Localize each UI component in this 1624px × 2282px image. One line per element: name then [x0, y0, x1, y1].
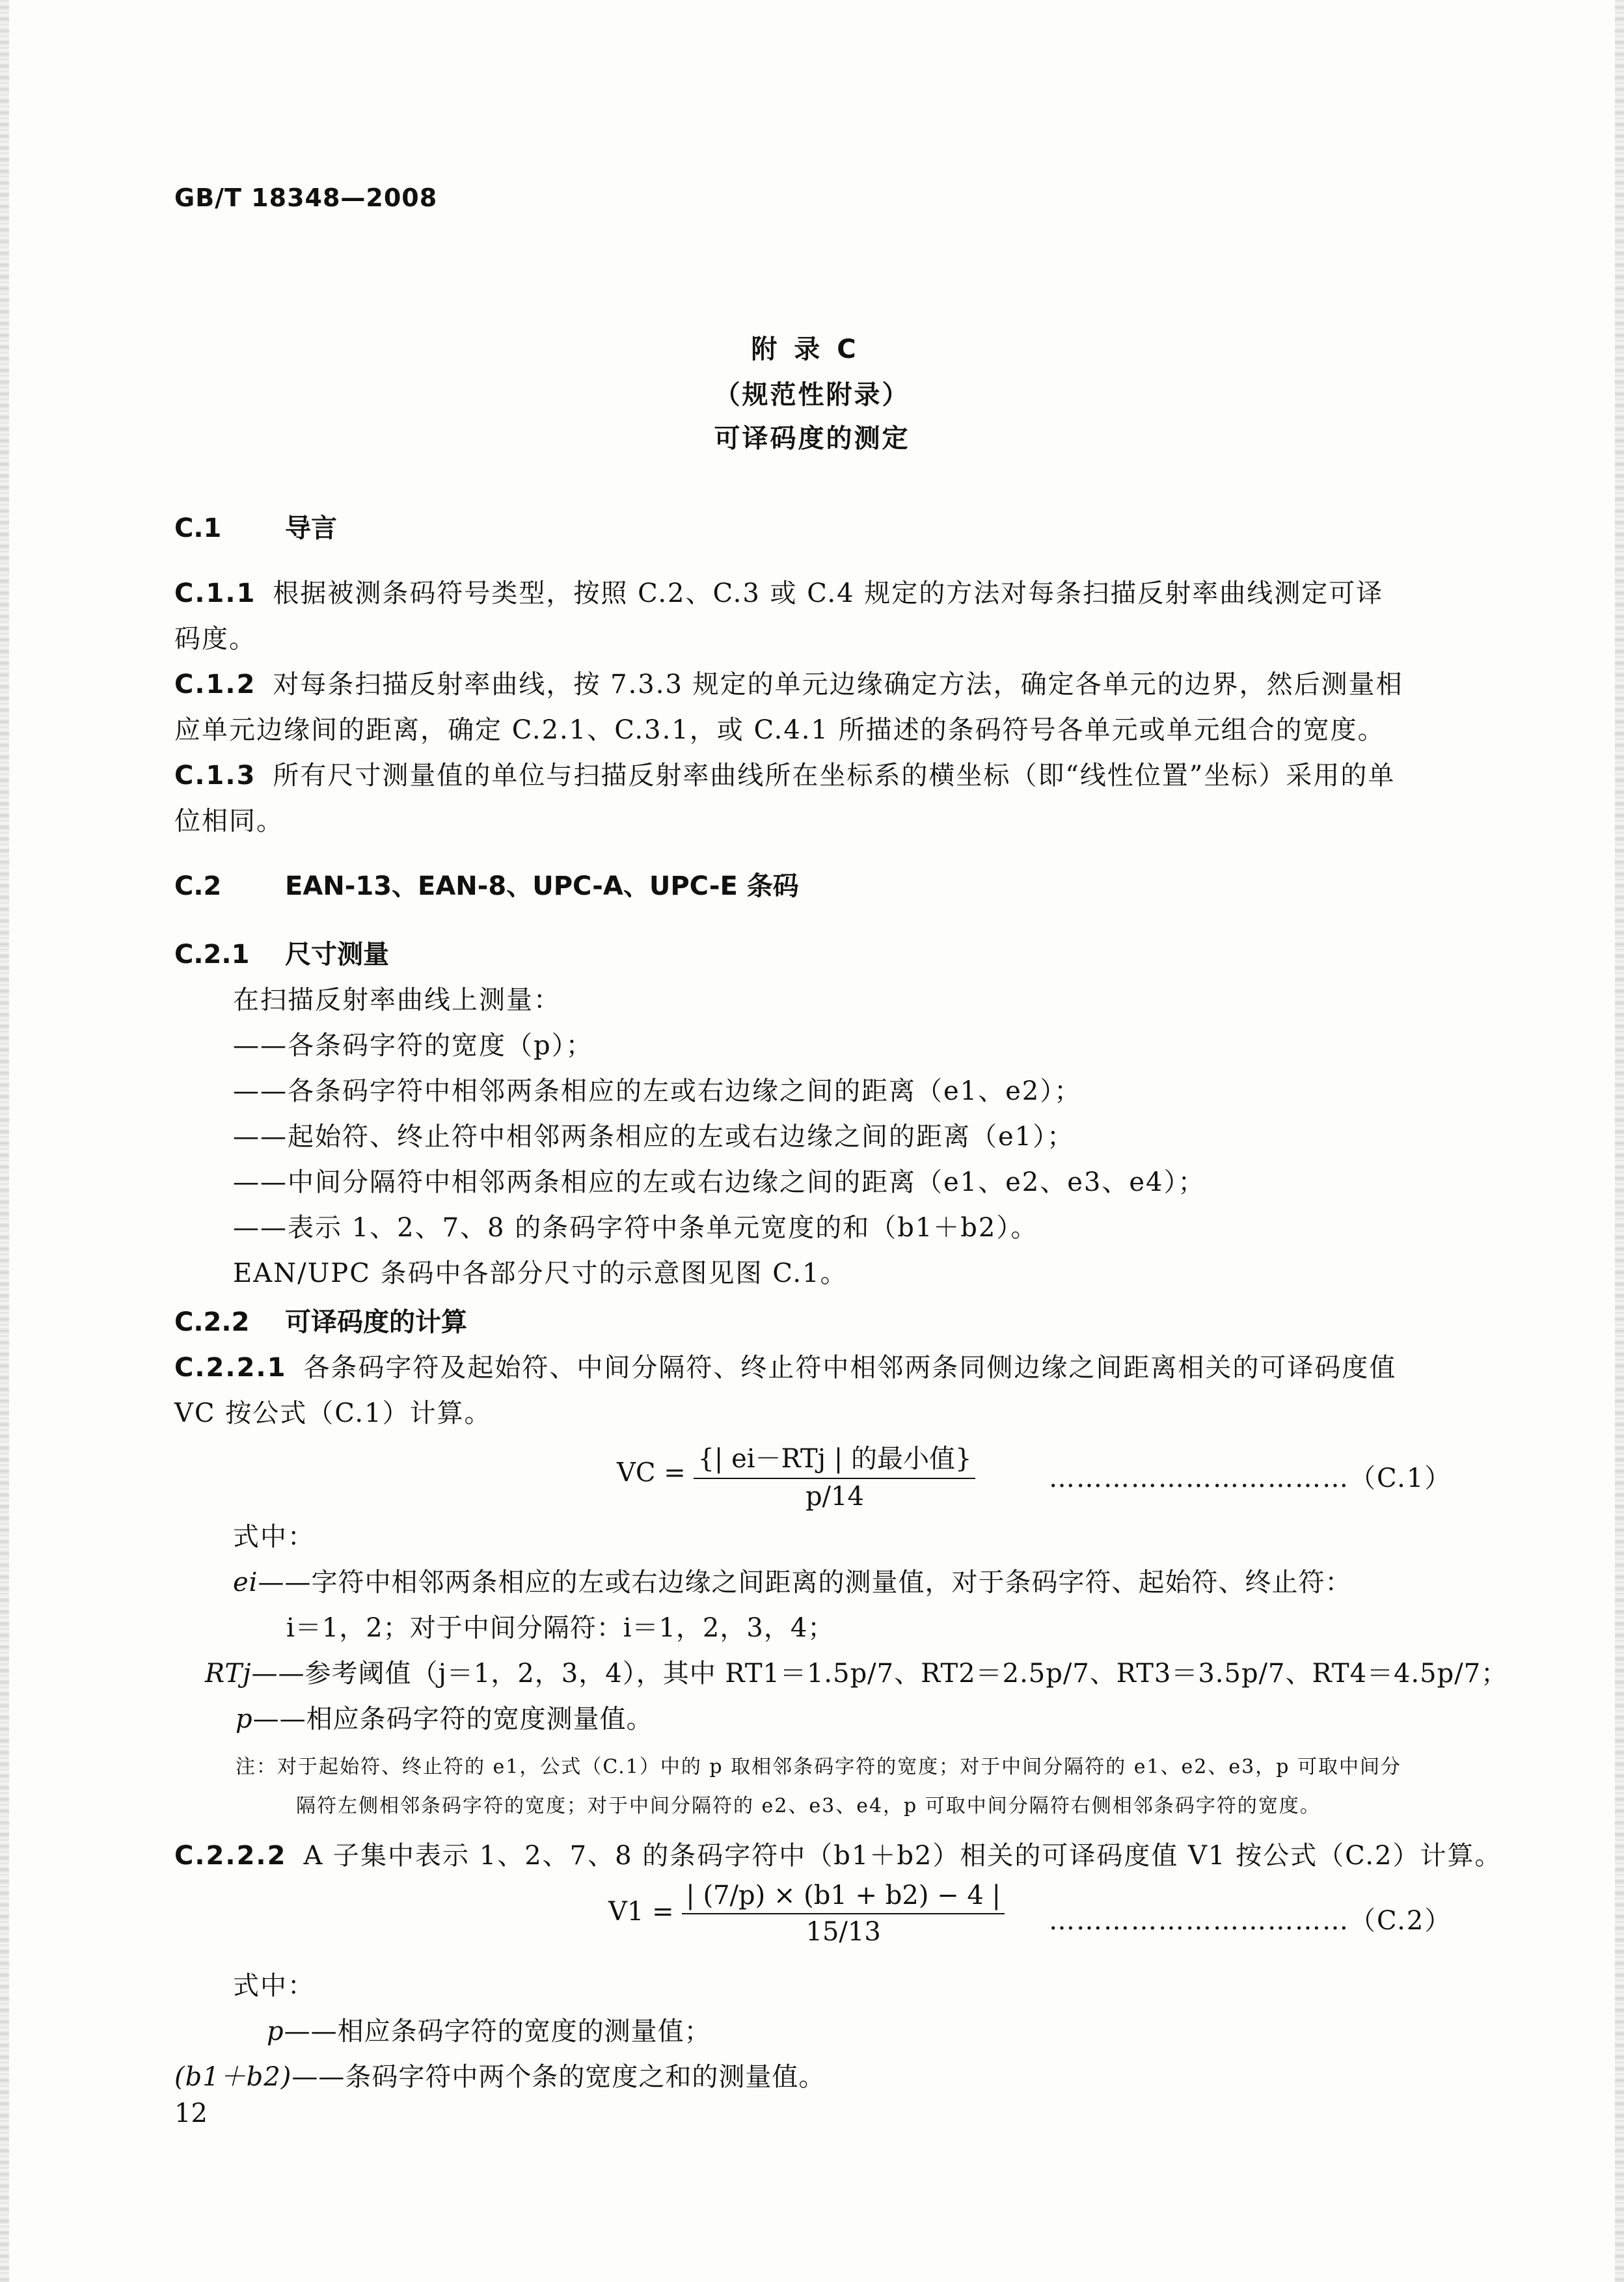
clause-number: C.2.2.2: [174, 1841, 287, 1871]
variable-definition: [233, 1562, 1351, 1599]
clause-c1-3-line1: [174, 755, 1395, 792]
equals-sign: =: [652, 1897, 683, 1927]
section-title: 可译码度的计算: [285, 1307, 467, 1337]
annex-title: 附录C: [751, 334, 873, 364]
formula-numerator: {| ei－RTj | 的最小值}: [694, 1438, 975, 1479]
section-heading-c1: [174, 508, 337, 545]
list-item: ——中间分隔符中相邻两条相应的左或右边缘之间的距离（e1、e2、e3、e4）；: [233, 1167, 1206, 1197]
formula-c2-number: [1049, 1900, 1452, 1937]
annex-subject: 可译码度的测定: [714, 424, 910, 454]
section-heading-c2: [174, 865, 799, 903]
variable-symbol: (b1＋b2): [174, 2062, 292, 2092]
measurement-intro: 在扫描反射率曲线上测量：: [233, 985, 561, 1015]
formula-label: （C.2）: [1349, 1906, 1452, 1936]
clause-c2-2-2-line1: [174, 1835, 1502, 1872]
variable-text: ——字符中相邻两条相应的左或右边缘之间距离的测量值，对于条码字符、起始符、终止符：: [258, 1568, 1352, 1597]
clause-text: A 子集中表示 1、2、7、8 的条码字符中（b1＋b2）相关的可译码度值 V1 按公式（C.2）计算。: [303, 1841, 1502, 1871]
variable-text: ——相应条码字符的宽度的测量值；: [284, 2017, 711, 2046]
formula-label: （C.1）: [1349, 1463, 1452, 1493]
variable-definition: [205, 1653, 1508, 1690]
formula-fraction: [682, 1881, 1005, 1947]
formula-c2: [608, 1881, 1005, 1947]
formula-c1-number: [1049, 1458, 1452, 1495]
variable-text: ——相应条码字符的宽度测量值。: [252, 1704, 653, 1734]
clause-c1-1-line2: 码度。: [174, 624, 256, 654]
list-item: ——表示 1、2、7、8 的条码字符中条单元宽度的和（b1＋b2）。: [233, 1213, 1038, 1243]
formula-c1: [617, 1438, 975, 1512]
formula-fraction: [694, 1438, 975, 1512]
clause-c1-2-line2: 应单元边缘间的距离，确定 C.2.1、C.3.1，或 C.4.1 所描述的条码符号各单元或单元组合的宽度。: [174, 715, 1385, 745]
variable-text: ——条码字符中两个条的宽度之和的测量值。: [291, 2062, 826, 2092]
variable-definition-continued: i＝1，2；对于中间分隔符：i＝1，2，3，4；: [286, 1613, 835, 1643]
formula-numerator: | (7/p) × (b1 + b2) − 4 |: [682, 1881, 1005, 1914]
clause-c2-2-1-line1: [174, 1347, 1396, 1384]
annex-type: （规范性附录）: [714, 380, 910, 410]
variable-symbol: p: [236, 1704, 253, 1734]
list-item: ——各条码字符中相邻两条相应的左或右边缘之间的距离（e1、e2）；: [233, 1076, 1082, 1106]
figure-reference: EAN/UPC 条码中各部分尺寸的示意图见图 C.1。: [233, 1258, 848, 1288]
clause-number: C.1.3: [174, 761, 256, 791]
standard-number: GB/T 18348—2008: [174, 183, 438, 212]
section-title: 导言: [285, 513, 337, 543]
formula-denominator: 15/13: [805, 1917, 881, 1947]
variable-symbol: p: [267, 2017, 284, 2046]
note-line2: 隔符左侧相邻条码字符的宽度；对于中间分隔符的 e2、e3、e4，p 可取中间分隔符右侧相邻条码字符的宽度。: [296, 1795, 1321, 1817]
section-heading-c2-1: [174, 934, 389, 971]
clause-c1-3-line2: 位相同。: [174, 806, 284, 836]
section-number: C.2.2: [174, 1307, 250, 1337]
where-label: 式中：: [233, 1971, 315, 2001]
section-number: C.2: [174, 871, 222, 901]
variable-symbol: ei: [233, 1568, 258, 1597]
clause-number: C.1.2: [174, 670, 256, 700]
section-title: EAN-13、EAN-8、UPC-A、UPC-E 条码: [285, 871, 799, 901]
formula-lhs: V1: [608, 1897, 644, 1927]
clause-text: 对每条扫描反射率曲线，按 7.3.3 规定的单元边缘确定方法，确定各单元的边界，然后测量相: [273, 670, 1403, 700]
variable-text: ——参考阈值（j＝1，2，3，4），其中 RT1＝1.5p/7、RT2＝2.5p/7、RT3＝3.5p/7、RT4＝4.5p/7；: [251, 1659, 1508, 1689]
page-number: 12: [174, 2099, 208, 2128]
clause-c2-2-1-line2: VC 按公式（C.1）计算。: [174, 1398, 492, 1428]
section-title: 尺寸测量: [285, 940, 389, 970]
section-number: C.1: [174, 513, 222, 543]
variable-definition: [236, 1698, 653, 1735]
variable-symbol: RTj: [205, 1659, 252, 1689]
clause-number: C.2.2.1: [174, 1353, 287, 1383]
clause-number: C.1.1: [174, 578, 256, 608]
leader-dots: ……………………………: [1049, 1906, 1349, 1936]
clause-text: 所有尺寸测量值的单位与扫描反射率曲线所在坐标系的横坐标（即“线性位置”坐标）采用的单: [273, 761, 1396, 791]
where-label: 式中：: [233, 1522, 315, 1552]
leader-dots: ……………………………: [1049, 1463, 1349, 1493]
clause-c1-1-line1: [174, 573, 1383, 610]
variable-definition: [267, 2011, 711, 2048]
section-number: C.2.1: [174, 940, 250, 970]
equals-sign: =: [664, 1458, 694, 1488]
formula-denominator: p/14: [805, 1482, 864, 1512]
variable-definition: [174, 2056, 825, 2093]
list-item: ——起始符、终止符中相邻两条相应的左或右边缘之间的距离（e1）；: [233, 1122, 1075, 1152]
list-item: ——各条码字符的宽度（p）；: [233, 1031, 593, 1061]
section-heading-c2-2: [174, 1301, 467, 1338]
clause-text: 各条码字符及起始符、中间分隔符、终止符中相邻两条同侧边缘之间距离相关的可译码度值: [303, 1353, 1397, 1383]
note-line1: 注：对于起始符、终止符的 e1，公式（C.1）中的 p 取相邻条码字符的宽度；对于中间分隔符的 e1、e2、e3，p 可取中间分: [236, 1756, 1401, 1778]
clause-text: 根据被测条码符号类型，按照 C.2、C.3 或 C.4 规定的方法对每条扫描反射率曲线测定可译: [273, 578, 1384, 608]
formula-lhs: VC: [617, 1458, 656, 1488]
clause-c1-2-line1: [174, 664, 1403, 701]
